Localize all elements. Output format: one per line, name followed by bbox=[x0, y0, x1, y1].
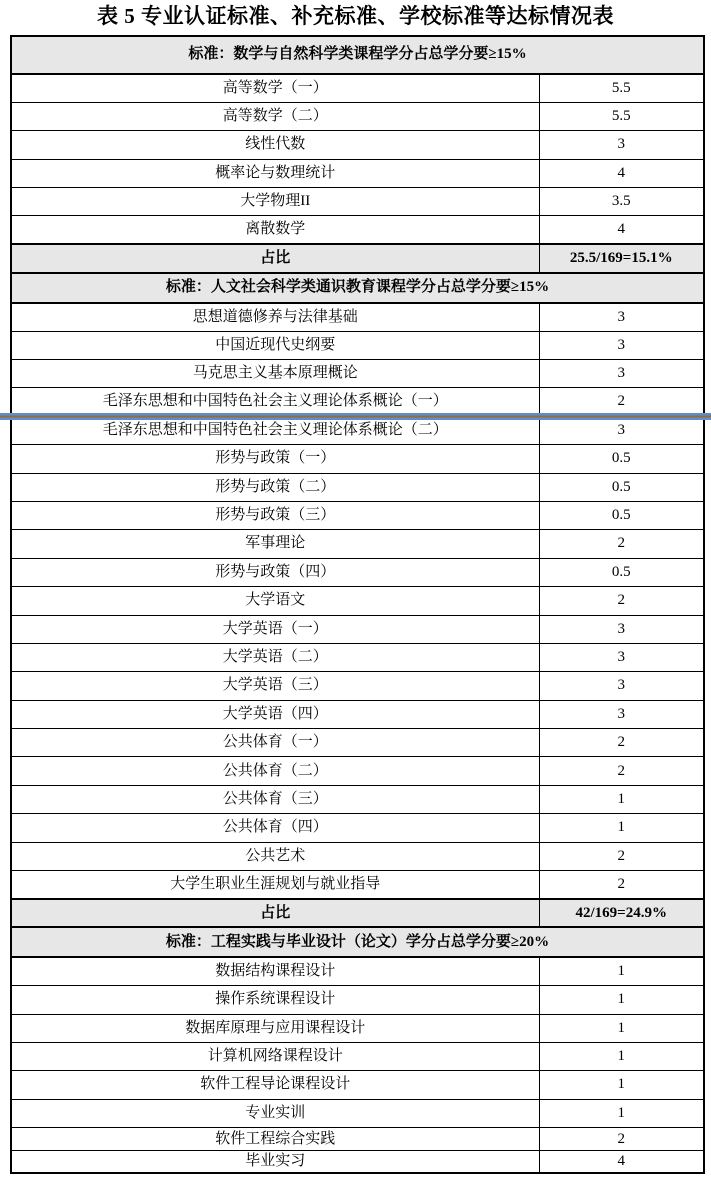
credit-cell: 2 bbox=[539, 842, 704, 870]
ratio-label-cell: 占比 bbox=[11, 899, 539, 927]
course-cell: 软件工程导论课程设计 bbox=[11, 1071, 539, 1099]
table-row bbox=[11, 986, 704, 1014]
table-row bbox=[11, 530, 704, 558]
credit-cell: 1 bbox=[539, 1099, 704, 1127]
credit-cell: 3 bbox=[539, 615, 704, 643]
credit-cell: 0.5 bbox=[539, 558, 704, 586]
table-row bbox=[11, 188, 704, 216]
course-cell: 马克思主义基本原理概论 bbox=[11, 360, 539, 388]
standards-table-body bbox=[11, 36, 704, 1173]
course-cell: 毛泽东思想和中国特色社会主义理论体系概论（一） bbox=[11, 388, 539, 416]
table-row bbox=[11, 615, 704, 643]
course-cell: 数据库原理与应用课程设计 bbox=[11, 1014, 539, 1042]
credit-cell: 3 bbox=[539, 416, 704, 444]
course-cell: 大学英语（二） bbox=[11, 643, 539, 671]
credit-cell: 2 bbox=[539, 530, 704, 558]
course-cell: 毕业实习 bbox=[11, 1151, 539, 1173]
course-cell: 大学英语（一） bbox=[11, 615, 539, 643]
table-row bbox=[11, 814, 704, 842]
ratio-row bbox=[11, 244, 704, 272]
table-row bbox=[11, 102, 704, 130]
course-cell: 公共体育（三） bbox=[11, 785, 539, 813]
credit-cell: 3 bbox=[539, 672, 704, 700]
credit-cell: 5.5 bbox=[539, 102, 704, 130]
section-header-cell: 标准：工程实践与毕业设计（论文）学分占总学分要≥20% bbox=[11, 927, 704, 957]
credit-cell: 1 bbox=[539, 1043, 704, 1071]
table-title: 表 5 专业认证标准、补充标准、学校标准等达标情况表 bbox=[97, 4, 614, 28]
standards-table bbox=[10, 35, 705, 1174]
table-row bbox=[11, 216, 704, 244]
table-row bbox=[11, 957, 704, 985]
credit-cell: 0.5 bbox=[539, 501, 704, 529]
course-cell: 大学物理II bbox=[11, 188, 539, 216]
table-row bbox=[11, 558, 704, 586]
credit-cell: 2 bbox=[539, 1128, 704, 1151]
course-cell: 中国近现代史纲要 bbox=[11, 331, 539, 359]
credit-cell: 2 bbox=[539, 871, 704, 899]
course-cell: 专业实训 bbox=[11, 1099, 539, 1127]
course-cell: 毛泽东思想和中国特色社会主义理论体系概论（二） bbox=[11, 416, 539, 444]
credit-cell: 3 bbox=[539, 360, 704, 388]
course-cell: 形势与政策（四） bbox=[11, 558, 539, 586]
table-row bbox=[11, 842, 704, 870]
credit-cell: 3 bbox=[539, 643, 704, 671]
table-row bbox=[11, 416, 704, 444]
course-cell: 公共体育（二） bbox=[11, 757, 539, 785]
credit-cell: 1 bbox=[539, 1071, 704, 1099]
course-cell: 形势与政策（三） bbox=[11, 501, 539, 529]
table-row bbox=[11, 360, 704, 388]
table-row bbox=[11, 331, 704, 359]
credit-cell: 3 bbox=[539, 131, 704, 159]
course-cell: 思想道德修养与法律基础 bbox=[11, 303, 539, 331]
course-cell: 公共体育（一） bbox=[11, 729, 539, 757]
ratio-label-cell: 占比 bbox=[11, 244, 539, 272]
course-cell: 高等数学（一） bbox=[11, 74, 539, 102]
section-header-row bbox=[11, 273, 704, 303]
credit-cell: 1 bbox=[539, 957, 704, 985]
table-row bbox=[11, 1043, 704, 1071]
section-header-cell: 标准：数学与自然科学类课程学分占总学分要≥15% bbox=[11, 36, 704, 74]
course-cell: 大学生职业生涯规划与就业指导 bbox=[11, 871, 539, 899]
course-cell: 离散数学 bbox=[11, 216, 539, 244]
table-row bbox=[11, 388, 704, 416]
table-row bbox=[11, 1071, 704, 1099]
course-cell: 公共体育（四） bbox=[11, 814, 539, 842]
table-row bbox=[11, 672, 704, 700]
credit-cell: 3 bbox=[539, 700, 704, 728]
course-cell: 公共艺术 bbox=[11, 842, 539, 870]
course-cell: 大学语文 bbox=[11, 587, 539, 615]
table-row bbox=[11, 1014, 704, 1042]
course-cell: 操作系统课程设计 bbox=[11, 986, 539, 1014]
table-row bbox=[11, 729, 704, 757]
table-row bbox=[11, 587, 704, 615]
table-row bbox=[11, 74, 704, 102]
credit-cell: 4 bbox=[539, 159, 704, 187]
credit-cell: 4 bbox=[539, 216, 704, 244]
table-row bbox=[11, 501, 704, 529]
section-header-row bbox=[11, 927, 704, 957]
section-header-row bbox=[11, 36, 704, 74]
table-row bbox=[11, 303, 704, 331]
credit-cell: 1 bbox=[539, 814, 704, 842]
credit-cell: 2 bbox=[539, 729, 704, 757]
course-cell: 形势与政策（二） bbox=[11, 473, 539, 501]
table-row bbox=[11, 643, 704, 671]
credit-cell: 0.5 bbox=[539, 445, 704, 473]
credit-cell: 2 bbox=[539, 757, 704, 785]
table-row bbox=[11, 700, 704, 728]
table-row bbox=[11, 1128, 704, 1151]
credit-cell: 2 bbox=[539, 388, 704, 416]
ratio-value-cell: 42/169=24.9% bbox=[539, 899, 704, 927]
credit-cell: 1 bbox=[539, 785, 704, 813]
course-cell: 军事理论 bbox=[11, 530, 539, 558]
table-row bbox=[11, 871, 704, 899]
table-row bbox=[11, 1151, 704, 1173]
credit-cell: 2 bbox=[539, 587, 704, 615]
credit-cell: 1 bbox=[539, 986, 704, 1014]
course-cell: 大学英语（三） bbox=[11, 672, 539, 700]
course-cell: 软件工程综合实践 bbox=[11, 1128, 539, 1151]
table-row bbox=[11, 159, 704, 187]
course-cell: 形势与政策（一） bbox=[11, 445, 539, 473]
section-header-cell: 标准：人文社会科学类通识教育课程学分占总学分要≥15% bbox=[11, 273, 704, 303]
course-cell: 大学英语（四） bbox=[11, 700, 539, 728]
credit-cell: 1 bbox=[539, 1014, 704, 1042]
table-row bbox=[11, 131, 704, 159]
course-cell: 高等数学（二） bbox=[11, 102, 539, 130]
credit-cell: 0.5 bbox=[539, 473, 704, 501]
credit-cell: 3 bbox=[539, 303, 704, 331]
course-cell: 线性代数 bbox=[11, 131, 539, 159]
table-row bbox=[11, 1099, 704, 1127]
table-row bbox=[11, 445, 704, 473]
table-row bbox=[11, 785, 704, 813]
credit-cell: 4 bbox=[539, 1151, 704, 1173]
course-cell: 数据结构课程设计 bbox=[11, 957, 539, 985]
course-cell: 计算机网络课程设计 bbox=[11, 1043, 539, 1071]
credit-cell: 3.5 bbox=[539, 188, 704, 216]
ratio-value-cell: 25.5/169=15.1% bbox=[539, 244, 704, 272]
table-row bbox=[11, 757, 704, 785]
ratio-row bbox=[11, 899, 704, 927]
table-row bbox=[11, 473, 704, 501]
course-cell: 概率论与数理统计 bbox=[11, 159, 539, 187]
credit-cell: 5.5 bbox=[539, 74, 704, 102]
credit-cell: 3 bbox=[539, 331, 704, 359]
